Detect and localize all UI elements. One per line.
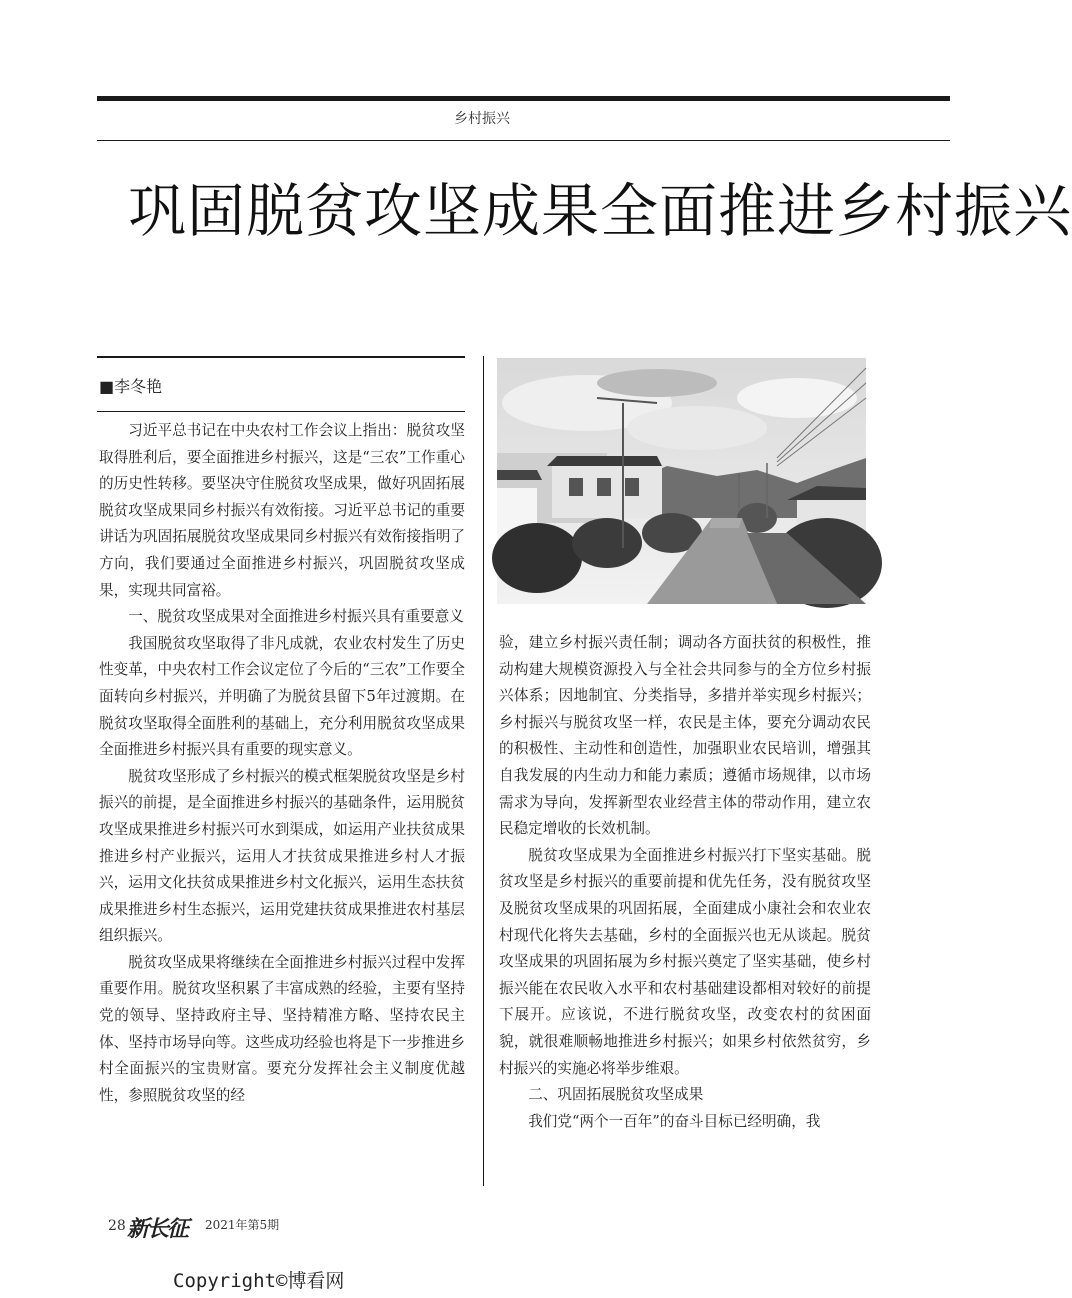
issue-label: 2021年第5期 — [205, 1218, 280, 1232]
village-road-photo — [497, 358, 866, 604]
magazine-logo: 新长征 — [127, 1216, 188, 1242]
article-column-right — [499, 630, 871, 1135]
paragraph: 验，建立乡村振兴责任制；调动各方面扶贫的积极性，推动构建大规模资源投入与全社会共同参与的全方位乡村振兴体系；因地制宜、分类指导，多措并举实现乡村振兴；乡村振兴与脱贫攻坚一样，农民是主体，要充分调动农民的积极性、主动性和创造性，加强职业农民培训，增强其自我发展的内生动力和能力素质；遵循市场规律，以市场需求为导向，发挥新型农业经营主体的带动作用，建立农民稳定增收的长效机制。 — [499, 634, 871, 838]
author-byline: ■李冬艳 — [99, 377, 163, 396]
paragraph: 脱贫攻坚成果将继续在全面推进乡村振兴过程中发挥重要作用。脱贫攻坚积累了丰富成熟的经验，主要有坚持党的领导、坚持政府主导、坚持精准方略、坚持农民主体、坚持市场导向等。这些成功经验也将是下一步推进乡村全面振兴的宝贵财富。要充分发挥社会主义制度优越性，参照脱贫攻坚的经 — [99, 953, 465, 1104]
paragraph: 脱贫攻坚成果为全面推进乡村振兴打下坚实基础。脱贫攻坚是乡村振兴的重要前提和优先任务，没有脱贫攻坚及脱贫攻坚成果的巩固拓展，全面建成小康社会和农业农村现代化将失去基础，乡村的全面振兴也无从谈起。脱贫攻坚成果的巩固拓展为乡村振兴奠定了坚实基础，使乡村振兴能在农民收入水平和农村基础建设都相对较好的前提下展开。应该说，不进行脱贫攻坚，改变农村的贫困面貌，就很难顺畅地推进乡村振兴；如果乡村依然贫穷，乡村振兴的实施必将举步维艰。 — [499, 846, 871, 1077]
page-number: 28 — [108, 1218, 126, 1234]
paragraph: 我们党“两个一百年”的奋斗目标已经明确，我 — [528, 1112, 821, 1130]
paragraph: 脱贫攻坚形成了乡村振兴的模式框架脱贫攻坚是乡村振兴的前提，是全面推进乡村振兴的基础条件，运用脱贫攻坚成果推进乡村振兴可水到渠成，如运用产业扶贫成果推进乡村产业振兴，运用人才扶贫成果推进乡村人才振兴，运用文化扶贫成果推进乡村文化振兴，运用生态扶贫成果推进乡村生态振兴，运用党建扶贫成果推进农村基层组织振兴。 — [99, 767, 465, 945]
copyright-notice: Copyright©博看网 — [173, 1270, 345, 1292]
article-title: 巩固脱贫攻坚成果全面推进乡村振兴 — [128, 177, 1072, 245]
column-divider — [483, 356, 484, 1186]
article-column-left — [99, 418, 465, 1109]
author-rule-top — [97, 356, 465, 358]
header-rule-thin — [97, 140, 950, 141]
header-rule-thick — [97, 96, 950, 101]
paragraph: 我国脱贫攻坚取得了非凡成就，农业农村发生了历史性变革，中央农村工作会议定位了今后的“三农”工作要全面转向乡村振兴，并明确了为脱贫县留下5年过渡期。在脱贫攻坚取得全面胜利的基础上，充分利用脱贫攻坚成果全面推进乡村振兴具有重要的现实意义。 — [99, 634, 465, 759]
section-heading: 二、巩固拓展脱贫攻坚成果 — [528, 1086, 704, 1104]
section-tag: 乡村振兴 — [454, 111, 510, 127]
author-rule-bottom — [97, 411, 465, 412]
paragraph: 习近平总书记在中央农村工作会议上指出：脱贫攻坚取得胜利后，要全面推进乡村振兴，这是“三农”工作重心的历史性转移。要坚决守住脱贫攻坚成果，做好巩固拓展脱贫攻坚成果同乡村振兴有效衔接。习近平总书记的重要讲话为巩固拓展脱贫攻坚成果同乡村振兴有效衔接指明了方向，我们要通过全面推进乡村振兴，巩固脱贫攻坚成果，实现共同富裕。 — [99, 422, 465, 599]
section-heading: 一、脱贫攻坚成果对全面推进乡村振兴具有重要意义 — [128, 608, 464, 626]
